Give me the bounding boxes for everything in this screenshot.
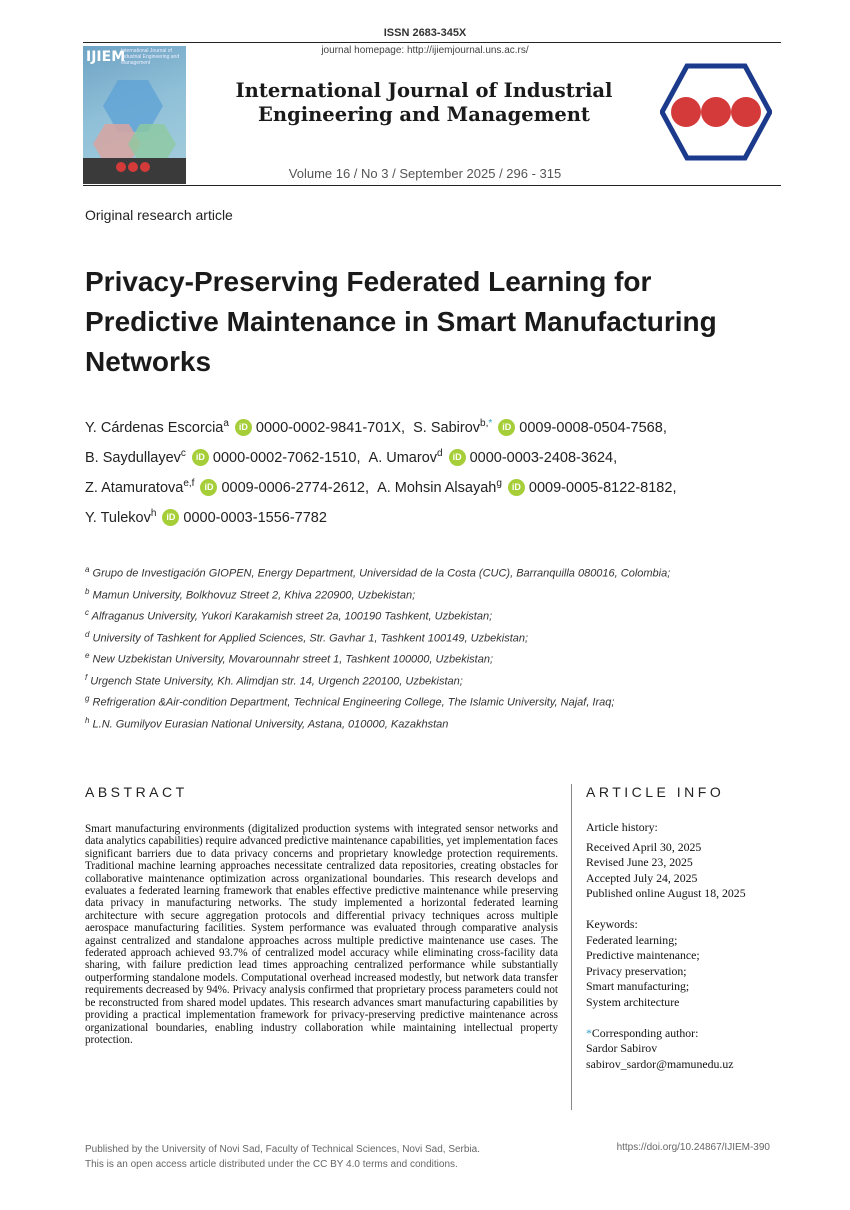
keywords-label: Keywords:: [586, 916, 638, 931]
journal-homepage-link[interactable]: journal homepage: http://ijiemjournal.uns.ac.rs/: [321, 45, 529, 56]
corresponding-label: Corresponding author:: [591, 1025, 699, 1040]
keyword-item: Federated learning;: [586, 932, 678, 947]
affiliation-text: Grupo de Investigación GIOPEN, Energy Department, Universidad de la Costa (CUC), Barranquilla 080016, Colombia;: [92, 567, 671, 580]
affiliation-text: Mamun University, Bolkhovuz Street 2, Khiva 220900, Uzbekistan;: [92, 589, 416, 602]
author-affiliation-sup: d: [437, 448, 443, 459]
article-info: [586, 820, 776, 1087]
affiliation-item: [85, 604, 785, 626]
footer-line2: This is an open access article distributed under the CC BY 4.0 terms and conditions.: [85, 1159, 458, 1170]
orcid-icon[interactable]: iD: [192, 449, 209, 466]
footer-publisher: [85, 1142, 480, 1172]
affiliation-item: [85, 669, 785, 691]
footer-line1: Published by the University of Novi Sad, Faculty of Technical Sciences, Novi Sad, Serbia.: [85, 1144, 481, 1155]
history-received: Received April 30, 2025: [586, 839, 702, 854]
cover-hexagons-graphic: [83, 46, 186, 184]
affiliation-sup: h: [85, 715, 90, 725]
history-revised: Revised June 23, 2025: [586, 855, 693, 870]
affiliation-sup: c: [85, 608, 89, 617]
column-divider: [571, 784, 572, 1110]
orcid-icon[interactable]: iD: [449, 449, 466, 466]
author-line: Z. Atamuratova$^{e,f}$ iD 0009-0006-2774-2612, A. Mohsin Alsayah$^g$ iD 0009-0005-8122-8182,: [85, 478, 677, 496]
corresponding-author: [586, 1026, 776, 1073]
article-type: Original research article: [85, 207, 233, 223]
author-affiliation-sup: h: [150, 508, 157, 519]
author-name: Y. Tulekov: [85, 509, 151, 526]
cover-subtitle: International Journal of Industrial Engineering and Management: [121, 48, 180, 66]
affiliation-sup: f: [85, 672, 88, 682]
affiliation-item: [85, 583, 785, 605]
author-orcid[interactable]: 0000-0002-9841-701X: [255, 419, 402, 436]
affiliation-text: Alfraganus University, Yukori Karakamish street 2a, 100190 Tashkent, Uzbekistan;: [91, 610, 493, 623]
corresponding-star-icon: *: [488, 418, 493, 429]
article-history: [586, 820, 776, 902]
author-orcid[interactable]: 0009-0008-0504-7568: [519, 419, 663, 436]
doi-link[interactable]: https://doi.org/10.24867/IJIEM-390: [616, 1142, 770, 1153]
corresponding-name: Sardor Sabirov: [586, 1041, 658, 1056]
author-orcid[interactable]: 0000-0003-1556-7782: [183, 509, 327, 526]
keyword-item: Predictive maintenance;: [586, 948, 700, 963]
affiliation-item: [85, 647, 785, 669]
affiliation-text: Urgench State University, Kh. Alimdjan str. 14, Urgench 220100, Uzbekistan;: [90, 675, 463, 688]
cover-acronym: IJIEM: [86, 49, 126, 65]
orcid-icon[interactable]: iD: [162, 509, 179, 526]
author-orcid[interactable]: 0000-0002-7062-1510: [212, 449, 357, 466]
abstract-text: Smart manufacturing environments (digitalized production systems with integrated sensor networks and data analytics capabilities) require advanced predictive maintenance capabilities, yet implementation faces significant barriers due to data privacy concerns and proprietary knowledge protection requirements. Traditional machine learning approaches necessitate centralized data repositories, creating obstacles for collaborative maintenance optimization across organizational boundaries. This research develops and evaluates a federated learning framework that enables effective predictive maintenance while preserving data privacy in manufacturing networks. The study implemented a horizontal federated learning architecture with secure aggregation protocols and differential privacy techniques across multiple aerospace manufacturing facilities. System performance was evaluated through comparative analysis against centralized and standalone approaches across multiple predictive maintenance use cases. The federated approach achieved 93.7% of centralized model accuracy while eliminating cross-facility data sharing, with failure prediction lead times approaching centralized performance while substantially outperforming standalone models. Computational overhead increased modestly, but network data transfer requirements decreased by 94%. Privacy analysis confirmed that proprietary process parameters could not be reconstructed from shared model updates. This research advances smart manufacturing capabilities by providing a practical implementation framework for privacy-preserving predictive maintenance across organizational boundaries, enabling industry collaboration while maintaining intellectual property protection.: [85, 823, 558, 1046]
affiliation-sup: d: [85, 629, 90, 639]
affiliation-sup: g: [85, 694, 90, 703]
affiliation-sup: e: [85, 651, 90, 660]
author-affiliation-sup: [480, 418, 492, 429]
article-info-heading: ARTICLE INFO: [586, 784, 725, 800]
corresponding-email[interactable]: sabirov_sardor@mamunedu.uz: [586, 1056, 734, 1071]
corresponding-label-row: [586, 1026, 776, 1042]
affiliation-text: L.N. Gumilyov Eurasian National University, Astana, 010000, Kazakhstan: [92, 718, 449, 731]
author-orcid[interactable]: 0000-0003-2408-3624: [469, 449, 614, 466]
author-name: A. Mohsin Alsayah: [377, 479, 497, 496]
orcid-icon[interactable]: iD: [200, 479, 217, 496]
corresponding-star-icon: *: [586, 1025, 592, 1040]
keywords: [586, 917, 776, 1011]
author-orcid[interactable]: 0009-0005-8122-8182: [528, 479, 673, 496]
keyword-item: Smart manufacturing;: [586, 979, 690, 994]
author-orcid[interactable]: 0009-0006-2774-2612: [221, 479, 365, 496]
history-published: Published online August 18, 2025: [586, 886, 746, 901]
author-name: Y. Cárdenas Escorcia: [85, 419, 224, 436]
keyword-item: Privacy preservation;: [586, 963, 687, 978]
author-list: [85, 411, 785, 531]
header-rule-bottom: [83, 185, 781, 186]
author-affiliation-sup: c: [180, 448, 186, 459]
author-line: Y. Cárdenas Escorcia$^a$ iD 0000-0002-9841-701X, S. Sabirov$^{b,*}$ iD 0009-0008-0504-7568,: [85, 418, 667, 436]
orcid-icon[interactable]: iD: [508, 479, 525, 496]
author-name: Z. Atamuratova: [85, 479, 184, 496]
issn: ISSN 2683-345X: [383, 27, 467, 39]
abstract-heading: ABSTRACT: [85, 784, 188, 800]
volume-info: Volume 16 / No 3 / September 2025 / 296 - 315: [288, 166, 562, 181]
author-name: S. Sabirov: [413, 419, 481, 436]
author-name: B. Saydullayev: [85, 449, 181, 466]
header-rule-top: [83, 42, 781, 43]
author-line: [85, 501, 785, 531]
affiliation-text: New Uzbekistan University, Movarounnahr street 1, Tashkent 100000, Uzbekistan;: [92, 653, 493, 666]
journal-title-line2: Engineering and Management: [258, 103, 590, 126]
sup-text: b,: [480, 418, 489, 429]
journal-title: [200, 79, 648, 127]
orcid-icon[interactable]: iD: [235, 419, 252, 436]
affiliation-sup: a: [85, 565, 90, 574]
author-line: B. Saydullayev$^c$ iD 0000-0002-7062-1510, A. Umarov$^d$ iD 0000-0003-2408-3624,: [85, 448, 618, 466]
journal-title-line1: International Journal of Industrial: [235, 79, 613, 102]
orcid-icon[interactable]: iD: [498, 419, 515, 436]
affiliation-text: Refrigeration &Air-condition Department, Technical Engineering College, The Islamic University, Najaf, Iraq;: [92, 696, 615, 709]
affiliation-item: [85, 626, 785, 648]
author-name: A. Umarov: [368, 449, 438, 466]
article-title: Privacy-Preserving Federated Learning for Predictive Maintenance in Smart Manufacturing Networks: [85, 266, 717, 377]
history-accepted: Accepted July 24, 2025: [586, 870, 698, 885]
author-affiliation-sup: g: [496, 478, 502, 489]
journal-logo: [660, 62, 772, 162]
affiliation-sup: b: [85, 586, 90, 596]
affiliation-text: University of Tashkent for Applied Sciences, Str. Gavhar 1, Tashkent 100149, Uzbekistan;: [92, 632, 529, 645]
affiliation-item: [85, 712, 785, 734]
journal-cover-image: [83, 46, 186, 184]
author-affiliation-sup: e,f: [183, 478, 195, 489]
keyword-item: System architecture: [586, 994, 680, 1009]
history-label: Article history:: [586, 820, 658, 834]
affiliation-item: [85, 690, 785, 712]
affiliation-list: [85, 561, 785, 733]
affiliation-item: [85, 561, 785, 583]
author-affiliation-sup: a: [223, 418, 229, 429]
